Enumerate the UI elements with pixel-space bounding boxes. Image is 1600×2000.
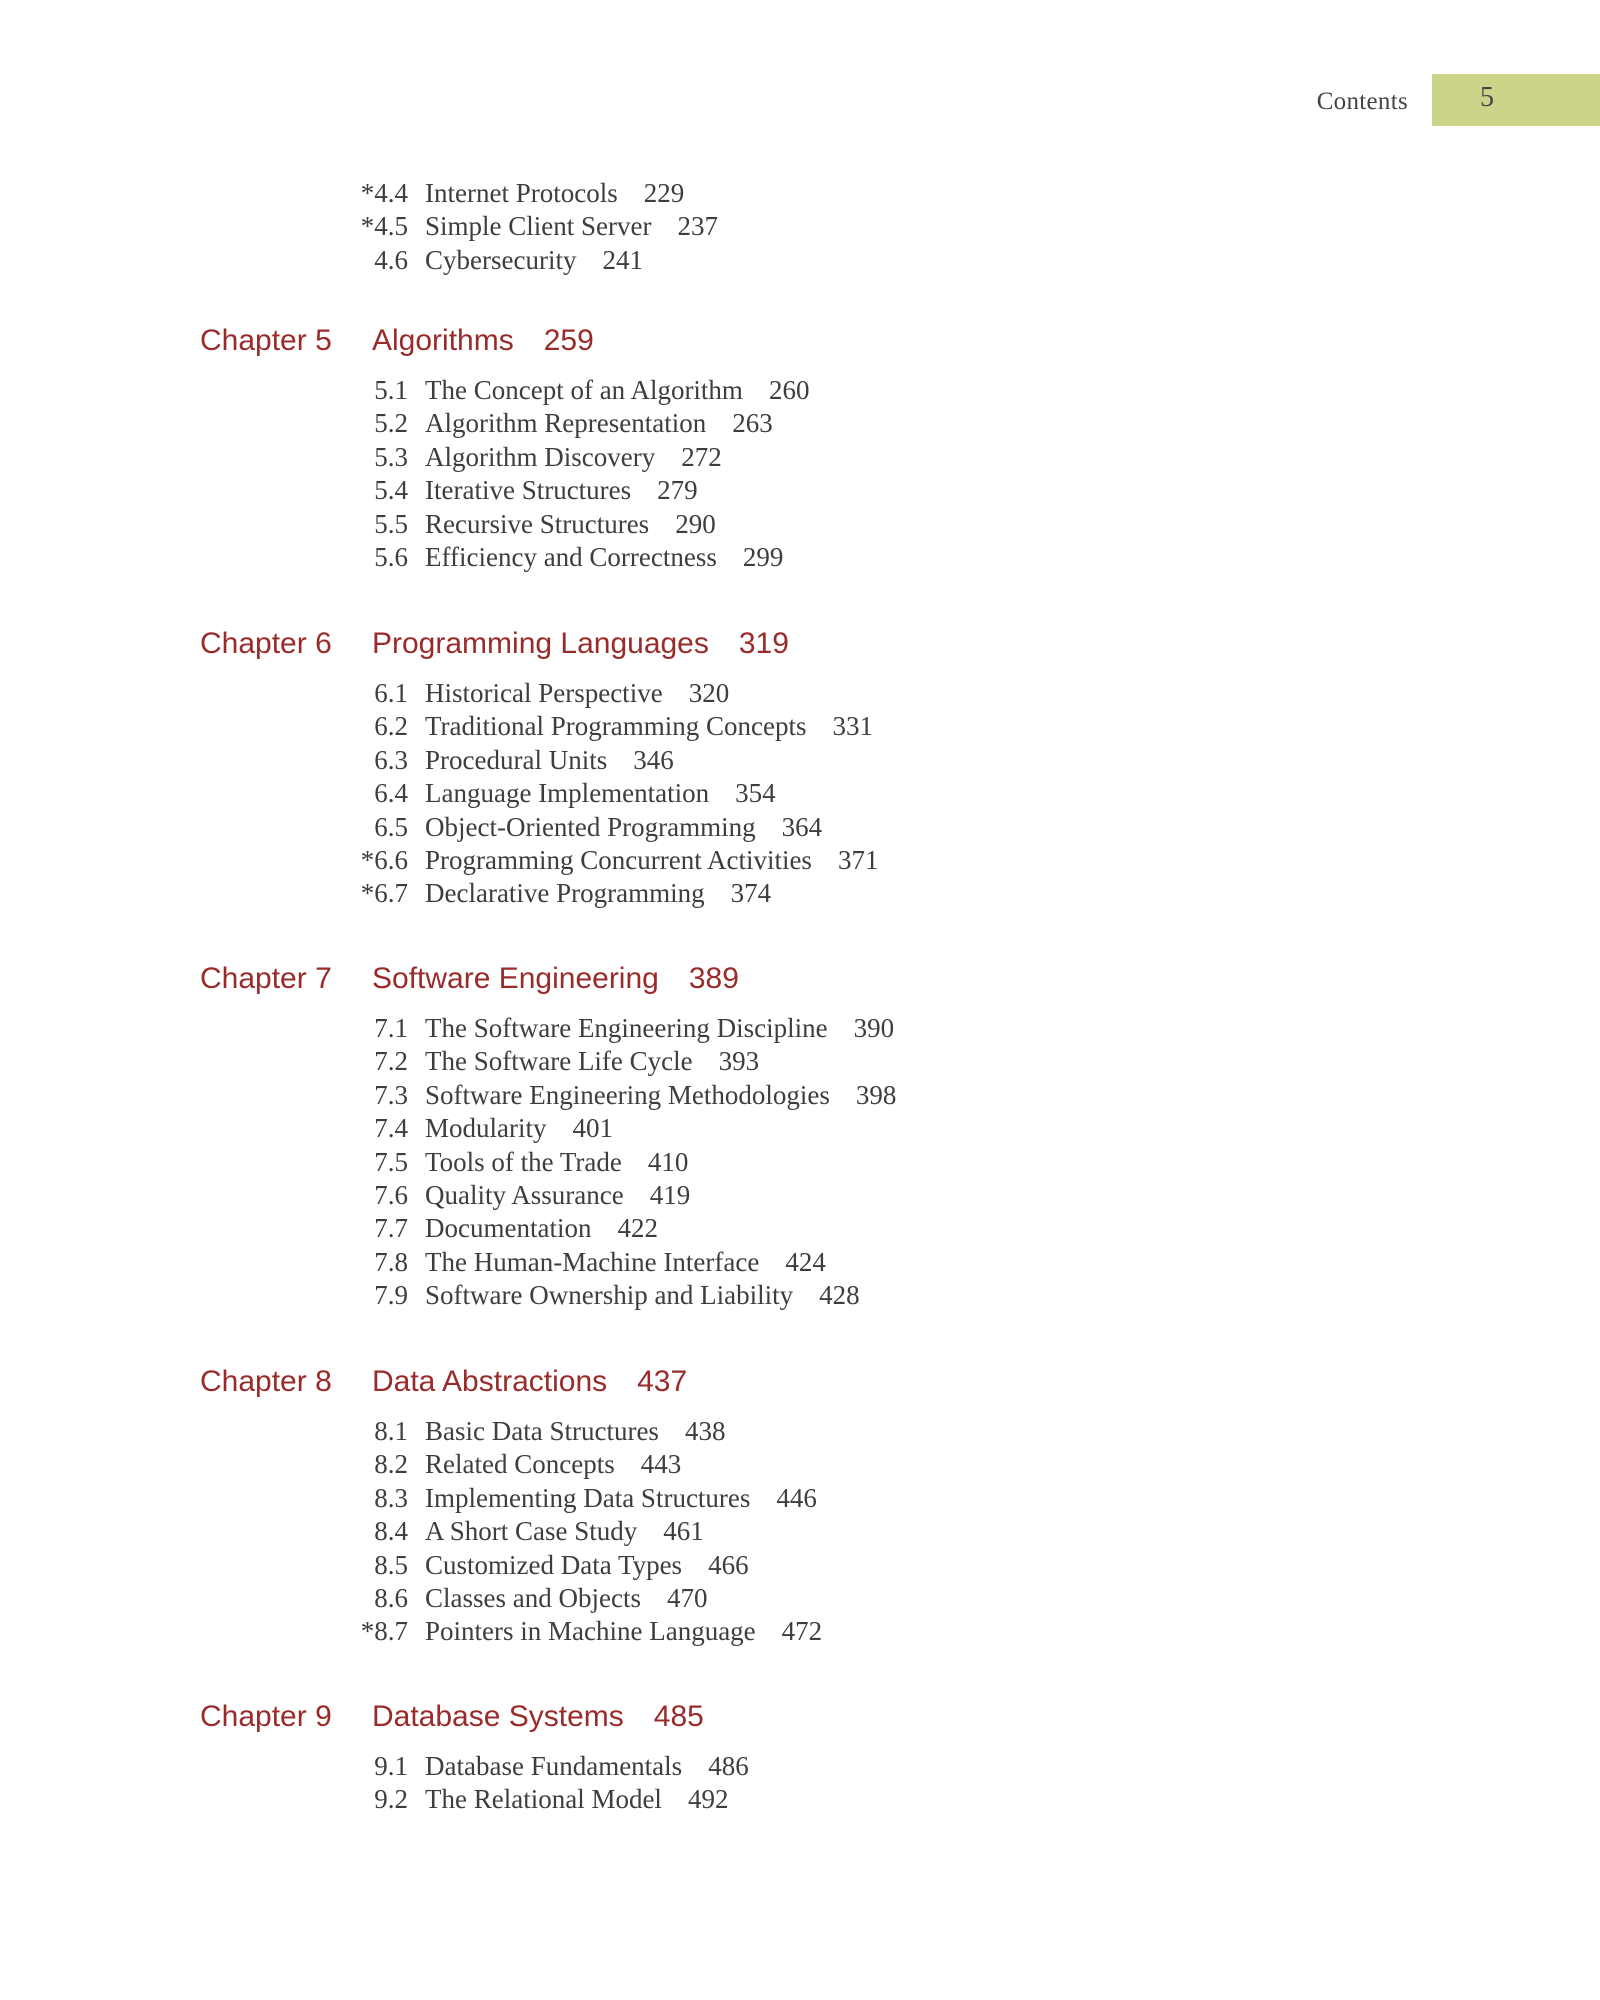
section-page-number: 364: [781, 811, 823, 842]
section-title: The Concept of an Algorithm: [425, 375, 743, 405]
section-title: Quality Assurance: [425, 1179, 624, 1210]
section-page-number: 428: [819, 1280, 860, 1311]
section-title-line: [425, 1750, 749, 1783]
toc-entry: [0, 777, 1600, 810]
section-title-line: [425, 1279, 860, 1312]
section-number: 7.4: [374, 1113, 408, 1144]
toc-entry: [0, 1146, 1600, 1179]
section-title: Language Implementation: [425, 778, 710, 809]
section-page-number: 260: [768, 375, 810, 405]
section-title-line: [425, 877, 771, 910]
section-number: 8.1: [374, 1416, 408, 1446]
toc-entry: [0, 541, 1600, 574]
toc-entry: [0, 407, 1600, 440]
section-title: Pointers in Machine Language: [425, 1616, 756, 1647]
section-page-number: 401: [572, 1113, 613, 1144]
section-page-number: 438: [684, 1416, 726, 1446]
section-number: *4.5: [360, 211, 408, 242]
section-title: Software Ownership and Liability: [425, 1280, 794, 1311]
toc-entry: [0, 1212, 1600, 1245]
section-title: Implementing Data Structures: [425, 1482, 751, 1513]
chapter-title-line: [372, 962, 739, 996]
toc-entry: [0, 811, 1600, 844]
chapter-page-number: 259: [543, 324, 594, 357]
section-number: 8.2: [374, 1449, 408, 1480]
section-title-line: [425, 844, 878, 877]
chapter-label: Chapter 8: [200, 1365, 332, 1398]
section-title: Programming Concurrent Activities: [425, 844, 812, 875]
section-title: Related Concepts: [425, 1449, 615, 1480]
section-title: Customized Data Types: [425, 1549, 683, 1580]
section-title-line: [425, 441, 722, 474]
chapter-label: Chapter 9: [200, 1700, 332, 1733]
section-title-line: [425, 244, 643, 277]
running-title: Contents: [1316, 88, 1408, 115]
section-title: Cybersecurity: [425, 244, 577, 275]
section-number: 8.6: [374, 1582, 408, 1613]
section-number: 7.9: [374, 1280, 408, 1311]
section-title: Internet Protocols: [425, 178, 618, 208]
section-title-line: [425, 1012, 894, 1045]
section-number: 7.2: [374, 1046, 408, 1077]
section-number: *6.6: [360, 844, 408, 875]
section-title-line: [425, 1179, 690, 1212]
section-number: 9.1: [374, 1751, 408, 1781]
continued-section: [0, 177, 1600, 277]
section-page-number: 393: [718, 1046, 760, 1077]
chapter-title: Programming Languages: [372, 627, 709, 660]
section-number: 7.1: [374, 1013, 408, 1043]
section-page-number: 410: [647, 1146, 689, 1177]
section-number: 7.8: [374, 1246, 408, 1277]
section-title-line: [425, 1415, 725, 1448]
toc-entry: [0, 374, 1600, 407]
chapter-section: [0, 621, 1600, 911]
section-number: 5.4: [374, 475, 408, 506]
toc-entry: [0, 1615, 1600, 1648]
section-page-number: 466: [708, 1549, 749, 1580]
section-title: The Software Engineering Discipline: [425, 1013, 828, 1043]
section-title-line: [425, 1448, 681, 1481]
page-number: 5: [1480, 82, 1494, 113]
toc-entry: [0, 1246, 1600, 1279]
toc-entry: [0, 1279, 1600, 1312]
section-number: 6.4: [374, 778, 408, 809]
section-title-line: [425, 777, 776, 810]
section-number: 5.3: [374, 441, 408, 472]
section-title: The Relational Model: [425, 1784, 662, 1815]
toc-entry: [0, 1045, 1600, 1078]
section-page-number: 237: [677, 211, 718, 242]
section-title: Traditional Programming Concepts: [425, 711, 807, 742]
section-number: 7.7: [374, 1213, 408, 1244]
chapter-title: Algorithms: [372, 324, 514, 357]
section-title: Software Engineering Methodologies: [425, 1079, 830, 1110]
section-title: Modularity: [425, 1113, 547, 1144]
toc-entry: [0, 677, 1600, 710]
section-title: Simple Client Server: [425, 211, 652, 242]
section-page-number: 470: [666, 1582, 708, 1613]
section-number: 9.2: [374, 1784, 408, 1815]
section-page-number: 443: [640, 1449, 682, 1480]
section-page-number: 241: [602, 244, 643, 275]
section-title-line: [425, 374, 809, 407]
section-page-number: 390: [853, 1013, 895, 1043]
running-head: [0, 74, 1600, 126]
section-page-number: 331: [832, 711, 873, 742]
toc-entry: [0, 744, 1600, 777]
section-title-line: [425, 811, 822, 844]
section-page-number: 461: [663, 1516, 704, 1547]
section-page-number: 486: [708, 1751, 749, 1781]
toc-entry: [0, 508, 1600, 541]
section-title-line: [425, 1212, 658, 1245]
section-title-line: [425, 508, 716, 541]
toc-entry: [0, 1112, 1600, 1145]
toc-entry: [0, 1549, 1600, 1582]
page-number-tab: [1432, 74, 1600, 126]
chapter-title: Database Systems: [372, 1700, 624, 1733]
section-page-number: 422: [617, 1213, 658, 1244]
toc-entry: [0, 710, 1600, 743]
section-page-number: 354: [735, 778, 776, 809]
toc-entry: [0, 877, 1600, 910]
chapter-label: Chapter 6: [200, 627, 332, 660]
section-number: 4.6: [374, 244, 408, 275]
toc-entry: [0, 1079, 1600, 1112]
section-title-line: [425, 1515, 704, 1548]
section-title-line: [425, 677, 729, 710]
toc-entry: [0, 474, 1600, 507]
section-title: Declarative Programming: [425, 878, 705, 909]
section-title: The Human-Machine Interface: [425, 1246, 760, 1277]
section-page-number: 492: [687, 1784, 729, 1815]
section-title: Historical Perspective: [425, 678, 663, 708]
section-title: Basic Data Structures: [425, 1416, 659, 1446]
section-number: 5.1: [374, 375, 408, 405]
chapter-heading: [0, 1359, 1600, 1415]
section-page-number: 424: [785, 1246, 826, 1277]
section-number: 5.2: [374, 408, 408, 439]
chapter-page-number: 437: [637, 1365, 688, 1398]
section-title: Database Fundamentals: [425, 1751, 683, 1781]
section-number: 7.5: [374, 1146, 408, 1177]
chapter-page-number: 389: [688, 962, 739, 995]
section-page-number: 272: [681, 441, 722, 472]
section-page-number: 229: [643, 178, 685, 208]
section-title: A Short Case Study: [425, 1516, 638, 1547]
section-page-number: 320: [688, 678, 730, 708]
chapter-title-line: [372, 627, 789, 661]
toc-entry: [0, 1750, 1600, 1783]
section-page-number: 299: [742, 541, 784, 572]
section-title: Classes and Objects: [425, 1582, 641, 1613]
section-title: Algorithm Discovery: [425, 441, 656, 472]
section-title-line: [425, 1079, 896, 1112]
section-title-line: [425, 1783, 728, 1816]
toc-entry: [0, 844, 1600, 877]
section-title-line: [425, 1246, 826, 1279]
section-title-line: [425, 177, 684, 210]
section-title-line: [425, 1045, 759, 1078]
chapter-section: [0, 1359, 1600, 1649]
section-number: 7.3: [374, 1079, 408, 1110]
section-page-number: 472: [781, 1616, 823, 1647]
section-title-line: [425, 1549, 749, 1582]
section-page-number: 419: [649, 1179, 691, 1210]
section-page-number: 263: [732, 408, 773, 439]
toc-entry: [0, 177, 1600, 210]
section-title: Iterative Structures: [425, 475, 632, 506]
chapter-page-number: 485: [653, 1700, 704, 1733]
section-number: 6.1: [374, 678, 408, 708]
toc-entry: [0, 1515, 1600, 1548]
toc-entry: [0, 1179, 1600, 1212]
section-page-number: 446: [776, 1482, 817, 1513]
section-number: *4.4: [360, 178, 408, 208]
section-page-number: 374: [730, 878, 772, 909]
section-number: 8.4: [374, 1516, 408, 1547]
section-title: Tools of the Trade: [425, 1146, 622, 1177]
section-number: 5.5: [374, 508, 408, 539]
section-title-line: [425, 710, 873, 743]
section-title: Documentation: [425, 1213, 592, 1244]
chapter-section: [0, 318, 1600, 574]
toc-entry: [0, 210, 1600, 243]
section-number: 6.2: [374, 711, 408, 742]
chapter-page-number: 319: [738, 627, 789, 660]
section-title-line: [425, 744, 674, 777]
section-page-number: 279: [657, 475, 698, 506]
toc-entry: [0, 441, 1600, 474]
section-number: 6.3: [374, 744, 408, 775]
chapter-title: Data Abstractions: [372, 1365, 608, 1398]
section-title: Object-Oriented Programming: [425, 811, 756, 842]
section-number: 6.5: [374, 811, 408, 842]
chapter-heading: [0, 318, 1600, 374]
section-page-number: 398: [855, 1079, 897, 1110]
section-title: The Software Life Cycle: [425, 1046, 693, 1077]
section-number: 8.5: [374, 1549, 408, 1580]
section-number: *8.7: [360, 1616, 408, 1647]
toc-entry: [0, 1012, 1600, 1045]
section-title: Efficiency and Correctness: [425, 541, 717, 572]
chapter-heading: [0, 621, 1600, 677]
chapter-label: Chapter 7: [200, 962, 332, 995]
chapter-title-line: [372, 1365, 687, 1399]
section-number: 5.6: [374, 541, 408, 572]
section-title-line: [425, 210, 718, 243]
toc-entry: [0, 244, 1600, 277]
chapter-heading: [0, 956, 1600, 1012]
section-title-line: [425, 1482, 817, 1515]
section-title: Recursive Structures: [425, 508, 650, 539]
chapter-title-line: [372, 324, 594, 358]
toc-entry: [0, 1415, 1600, 1448]
section-title-line: [425, 407, 773, 440]
section-number: *6.7: [360, 878, 408, 909]
chapter-section: [0, 956, 1600, 1313]
toc-entry: [0, 1482, 1600, 1515]
section-title-line: [425, 1146, 688, 1179]
chapter-label: Chapter 5: [200, 324, 332, 357]
section-page-number: 290: [675, 508, 716, 539]
section-title: Procedural Units: [425, 744, 608, 775]
chapter-heading: [0, 1694, 1600, 1750]
section-title-line: [425, 541, 783, 574]
toc-entry: [0, 1582, 1600, 1615]
section-title-line: [425, 1112, 613, 1145]
toc-entry: [0, 1448, 1600, 1481]
section-title-line: [425, 1615, 822, 1648]
chapter-title-line: [372, 1700, 704, 1734]
section-page-number: 346: [633, 744, 674, 775]
toc-entry: [0, 1783, 1600, 1816]
section-title-line: [425, 474, 698, 507]
section-number: 7.6: [374, 1179, 408, 1210]
section-title-line: [425, 1582, 707, 1615]
chapter-title: Software Engineering: [372, 962, 659, 995]
section-number: 8.3: [374, 1482, 408, 1513]
section-page-number: 371: [837, 844, 879, 875]
chapter-section: [0, 1694, 1600, 1817]
section-title: Algorithm Representation: [425, 408, 707, 439]
